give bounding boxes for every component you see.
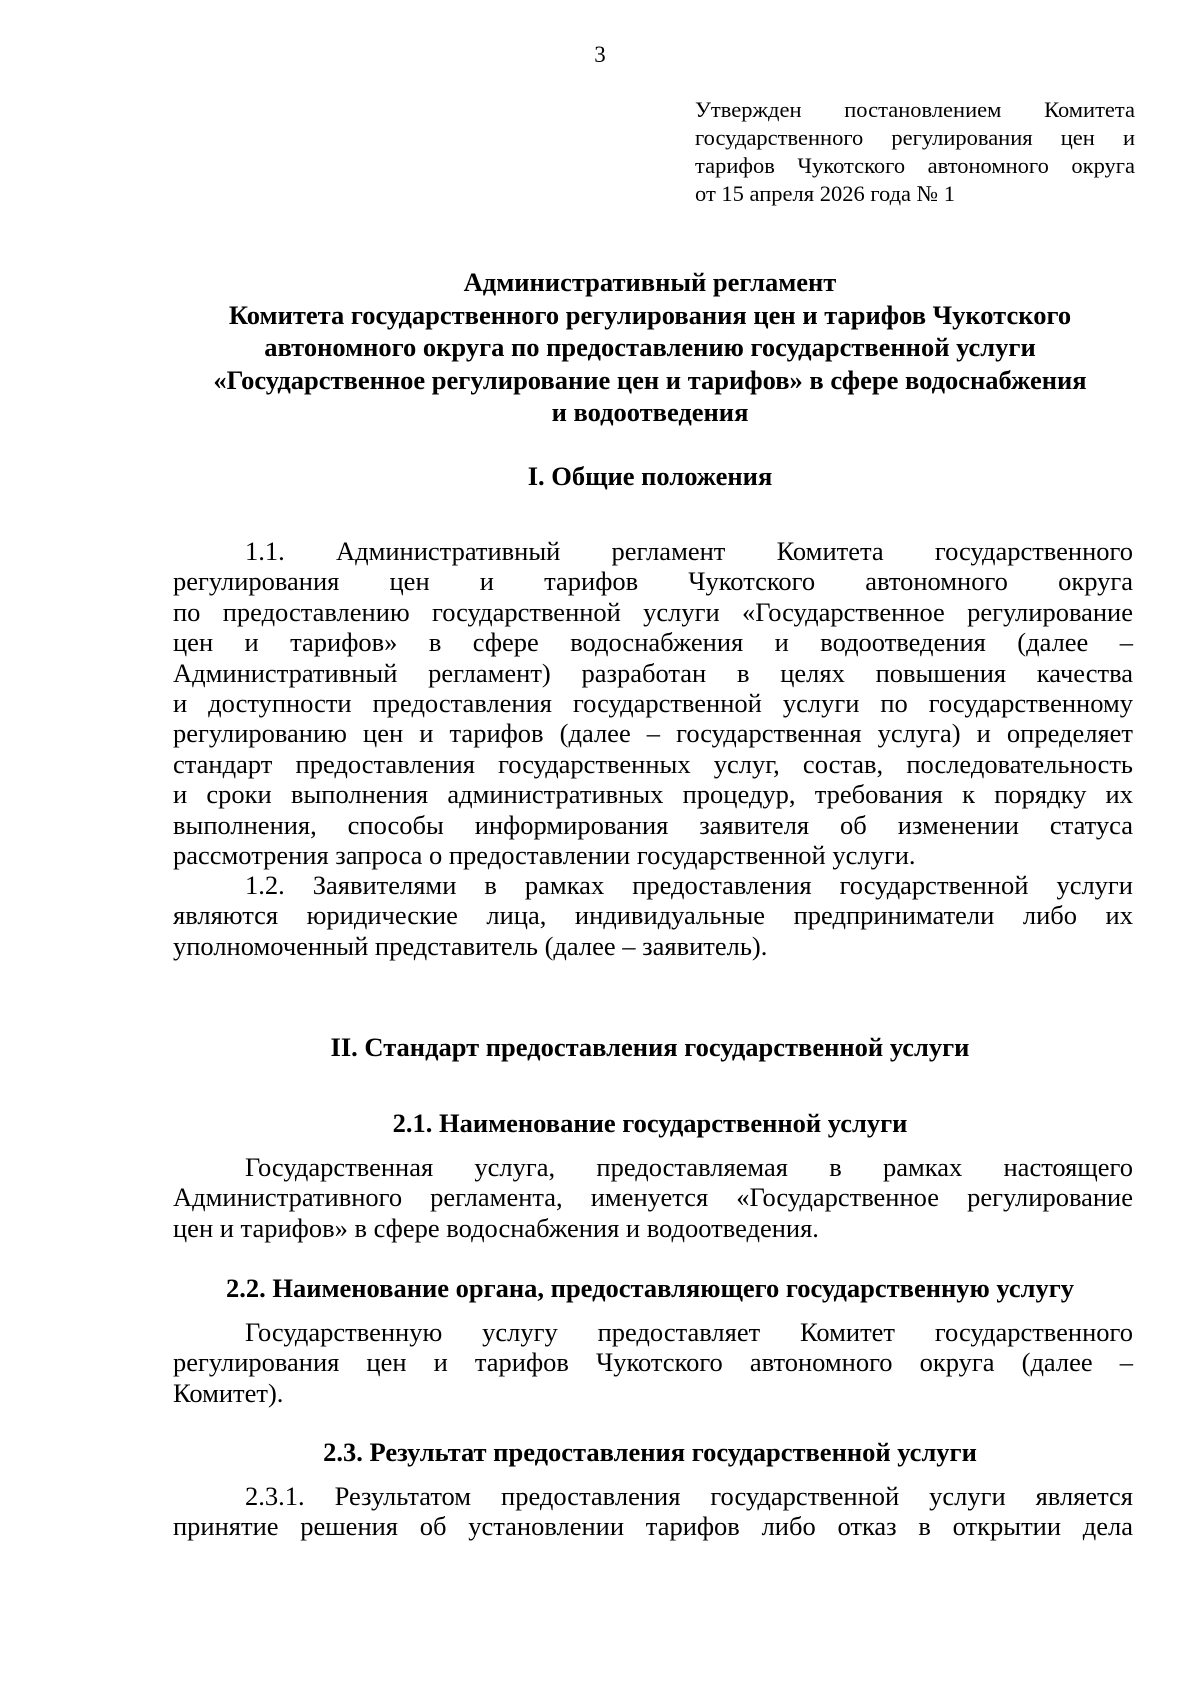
text-line: цен и тарифов» в сфере водоснабжения и водоотведения. [173, 1212, 819, 1243]
text-line: 1.2. Заявителями в рамках предоставления государственной услуги [245, 870, 1133, 900]
text-line: Государственную услугу предоставляет Комитет государственного [245, 1317, 1133, 1347]
text-line: регулирования цен и тарифов Чукотского автономного округа [173, 566, 1133, 597]
text-line: рассмотрения запроса о предоставлении государственной услуги. [173, 840, 916, 871]
text-line: 2.3.1. Результатом предоставления государственной услуги является [245, 1481, 1133, 1511]
subsection-2-1-heading: 2.1. Наименование государственной услуги [392, 1108, 908, 1138]
subsection-2-2-heading: 2.2. Наименование органа, предоставляющего государственную услугу [225, 1273, 1075, 1303]
text-line: цен и тарифов» в сфере водоснабжения и водоотведения (далее – [173, 627, 1133, 658]
subsection-2-3-heading: 2.3. Результат предоставления государственной услуги [323, 1437, 977, 1467]
approval-line: Утвержден постановлением Комитета [695, 97, 1135, 122]
title-line: и водоотведения [551, 397, 749, 427]
text-line: стандарт предоставления государственных услуг, состав, последовательность [173, 748, 1133, 779]
text-line: выполнения, способы информирования заявителя об изменении статуса [173, 809, 1133, 840]
paragraph-2-1 [173, 1152, 1133, 1243]
title-line: Административный регламент [463, 267, 837, 297]
section-1-heading: I. Общие положения [527, 461, 773, 491]
text-line: и сроки выполнения административных процедур, требования к порядку их [173, 779, 1133, 810]
title-line: «Государственное регулирование цен и тарифов» в сфере водоснабжения [213, 364, 1087, 395]
paragraph-1-1 [173, 536, 1133, 870]
document-title [170, 266, 1130, 429]
text-line: 1.1. Административный регламент Комитета государственного [245, 536, 1133, 566]
text-line: регулированию цен и тарифов (далее – государственная услуга) и определяет [173, 718, 1133, 749]
text-line: являются юридические лица, индивидуальные предприниматели либо их [173, 900, 1133, 931]
title-line: Комитета государственного регулирования цен и тарифов Чукотского [228, 299, 1072, 330]
text-line: и доступности предоставления государственной услуги по государственному [173, 688, 1133, 719]
page-number: 3 [594, 42, 606, 67]
text-line: Административного регламента, именуется «Государственное регулирование [173, 1182, 1133, 1213]
approval-line: тарифов Чукотского автономного округа [695, 153, 1135, 178]
text-line: Административный регламент) разработан в целях повышения качества [173, 657, 1133, 688]
text-line: Государственная услуга, предоставляемая в рамках настоящего [245, 1152, 1133, 1182]
paragraph-2-3-1 [173, 1481, 1133, 1542]
paragraph-1-2 [173, 870, 1133, 961]
text-line: по предоставлению государственной услуги «Государственное регулирование [173, 596, 1133, 627]
section-2-heading: II. Стандарт предоставления государственной услуги [330, 1032, 970, 1062]
text-line: Комитет). [173, 1377, 284, 1408]
text-line: уполномоченный представитель (далее – заявитель). [173, 930, 768, 961]
text-line: регулирования цен и тарифов Чукотского автономного округа (далее – [173, 1347, 1133, 1378]
approval-block [695, 96, 1135, 208]
title-line: автономного округа по предоставлению государственной услуги [264, 332, 1036, 362]
paragraph-2-2 [173, 1317, 1133, 1408]
approval-line: государственного регулирования цен и [695, 125, 1135, 150]
approval-line: от 15 апреля 2026 года № 1 [695, 181, 956, 206]
text-line: принятие решения об установлении тарифов либо отказ в открытии дела [173, 1511, 1133, 1542]
